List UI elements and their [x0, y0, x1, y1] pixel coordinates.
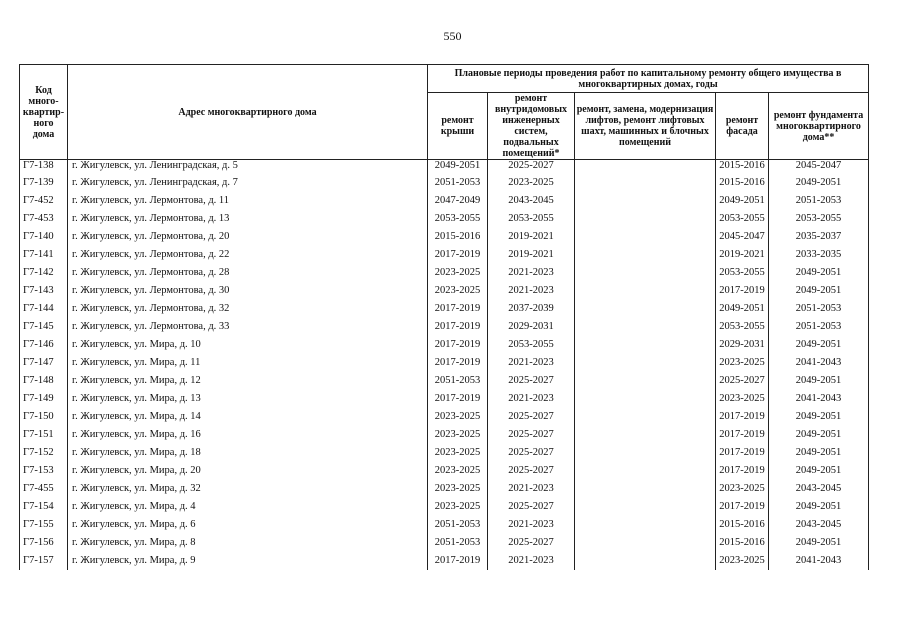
table-row	[20, 160, 869, 175]
engineering-period: 2025-2027	[488, 160, 575, 175]
facade-period: 2017-2019	[716, 408, 769, 426]
house-address: г. Жигулевск, ул. Ленинградская, д. 7	[68, 174, 428, 192]
table-row	[20, 318, 869, 336]
facade-period: 2017-2019	[716, 498, 769, 516]
house-address: г. Жигулевск, ул. Лермонтова, д. 11	[68, 192, 428, 210]
elevators-period	[575, 174, 716, 192]
elevators-period	[575, 390, 716, 408]
engineering-period: 2025-2027	[488, 372, 575, 390]
facade-period: 2023-2025	[716, 480, 769, 498]
facade-period: 2019-2021	[716, 246, 769, 264]
house-code: Г7-453	[20, 210, 68, 228]
foundation-period: 2035-2037	[769, 228, 869, 246]
roof-period: 2017-2019	[428, 246, 488, 264]
foundation-period: 2051-2053	[769, 300, 869, 318]
facade-period: 2023-2025	[716, 390, 769, 408]
engineering-period: 2021-2023	[488, 516, 575, 534]
house-address: г. Жигулевск, ул. Мира, д. 18	[68, 444, 428, 462]
house-code: Г7-147	[20, 354, 68, 372]
house-code: Г7-154	[20, 498, 68, 516]
roof-period: 2051-2053	[428, 372, 488, 390]
facade-period: 2029-2031	[716, 336, 769, 354]
header-elevators: ремонт, замена, модернизация лифтов, ремонт лифтовых шахт, машинных и блочных помещений	[575, 93, 716, 160]
house-address: г. Жигулевск, ул. Мира, д. 12	[68, 372, 428, 390]
roof-period: 2017-2019	[428, 552, 488, 570]
elevators-period	[575, 444, 716, 462]
elevators-period	[575, 318, 716, 336]
roof-period: 2023-2025	[428, 264, 488, 282]
facade-period: 2025-2027	[716, 372, 769, 390]
house-address: г. Жигулевск, ул. Мира, д. 10	[68, 336, 428, 354]
elevators-period	[575, 372, 716, 390]
facade-period: 2015-2016	[716, 516, 769, 534]
foundation-period: 2049-2051	[769, 372, 869, 390]
facade-period: 2017-2019	[716, 462, 769, 480]
table-row	[20, 444, 869, 462]
engineering-period: 2019-2021	[488, 246, 575, 264]
engineering-period: 2037-2039	[488, 300, 575, 318]
facade-period: 2049-2051	[716, 300, 769, 318]
facade-period: 2053-2055	[716, 210, 769, 228]
table-row	[20, 516, 869, 534]
elevators-period	[575, 300, 716, 318]
roof-period: 2017-2019	[428, 300, 488, 318]
engineering-period: 2053-2055	[488, 336, 575, 354]
header-code	[20, 65, 68, 160]
foundation-period: 2049-2051	[769, 282, 869, 300]
table-row	[20, 246, 869, 264]
house-code: Г7-150	[20, 408, 68, 426]
foundation-period: 2049-2051	[769, 462, 869, 480]
table-row	[20, 480, 869, 498]
house-address: г. Жигулевск, ул. Мира, д. 4	[68, 498, 428, 516]
header-code-line: много-	[28, 95, 59, 107]
house-code: Г7-144	[20, 300, 68, 318]
facade-period: 2049-2051	[716, 192, 769, 210]
foundation-period: 2049-2051	[769, 264, 869, 282]
foundation-period: 2049-2051	[769, 408, 869, 426]
engineering-period: 2025-2027	[488, 426, 575, 444]
elevators-period	[575, 228, 716, 246]
engineering-period: 2021-2023	[488, 390, 575, 408]
house-address: г. Жигулевск, ул. Мира, д. 11	[68, 354, 428, 372]
elevators-period	[575, 516, 716, 534]
foundation-period: 2049-2051	[769, 174, 869, 192]
engineering-period: 2025-2027	[488, 462, 575, 480]
roof-period: 2017-2019	[428, 336, 488, 354]
house-code: Г7-156	[20, 534, 68, 552]
header-engineering: ремонт внутридомовых инженерных систем, подвальных помещений*	[488, 93, 575, 160]
house-code: Г7-140	[20, 228, 68, 246]
header-planned-periods: Плановые периоды проведения работ по капитальному ремонту общего имущества в многоквартирных домах, годы	[428, 65, 869, 93]
table-row	[20, 336, 869, 354]
house-code: Г7-151	[20, 426, 68, 444]
table-row	[20, 462, 869, 480]
facade-period: 2053-2055	[716, 318, 769, 336]
roof-period: 2023-2025	[428, 408, 488, 426]
header-address: Адрес многоквартирного дома	[68, 65, 428, 160]
roof-period: 2017-2019	[428, 390, 488, 408]
house-address: г. Жигулевск, ул. Мира, д. 13	[68, 390, 428, 408]
house-address: г. Жигулевск, ул. Мира, д. 9	[68, 552, 428, 570]
engineering-period: 2021-2023	[488, 552, 575, 570]
facade-period: 2053-2055	[716, 264, 769, 282]
facade-period: 2015-2016	[716, 534, 769, 552]
house-code: Г7-139	[20, 174, 68, 192]
engineering-period: 2021-2023	[488, 282, 575, 300]
table-row	[20, 390, 869, 408]
facade-period: 2023-2025	[716, 552, 769, 570]
engineering-period: 2021-2023	[488, 354, 575, 372]
header-code-line: ного	[33, 117, 54, 129]
engineering-period: 2025-2027	[488, 534, 575, 552]
elevators-period	[575, 246, 716, 264]
foundation-period: 2049-2051	[769, 444, 869, 462]
table-row	[20, 534, 869, 552]
elevators-period	[575, 354, 716, 372]
elevators-period	[575, 282, 716, 300]
roof-period: 2017-2019	[428, 318, 488, 336]
foundation-period: 2043-2045	[769, 516, 869, 534]
engineering-period: 2043-2045	[488, 192, 575, 210]
engineering-period: 2019-2021	[488, 228, 575, 246]
foundation-period: 2043-2045	[769, 480, 869, 498]
elevators-period	[575, 210, 716, 228]
foundation-period: 2049-2051	[769, 426, 869, 444]
house-code: Г7-455	[20, 480, 68, 498]
engineering-period: 2025-2027	[488, 498, 575, 516]
house-code: Г7-146	[20, 336, 68, 354]
table-row	[20, 552, 869, 570]
engineering-period: 2025-2027	[488, 444, 575, 462]
house-address: г. Жигулевск, ул. Ленинградская, д. 5	[68, 160, 428, 175]
foundation-period: 2045-2047	[769, 160, 869, 175]
facade-period: 2015-2016	[716, 174, 769, 192]
elevators-period	[575, 408, 716, 426]
house-code: Г7-155	[20, 516, 68, 534]
elevators-period	[575, 160, 716, 175]
header-code-line: Код	[35, 84, 52, 96]
engineering-period: 2023-2025	[488, 174, 575, 192]
table-row	[20, 426, 869, 444]
roof-period: 2015-2016	[428, 228, 488, 246]
roof-period: 2051-2053	[428, 516, 488, 534]
house-code: Г7-141	[20, 246, 68, 264]
table-row	[20, 264, 869, 282]
facade-period: 2023-2025	[716, 354, 769, 372]
house-address: г. Жигулевск, ул. Лермонтова, д. 20	[68, 228, 428, 246]
engineering-period: 2021-2023	[488, 480, 575, 498]
foundation-period: 2033-2035	[769, 246, 869, 264]
roof-period: 2047-2049	[428, 192, 488, 210]
table-row	[20, 498, 869, 516]
header-code-line: квартир-	[22, 106, 65, 118]
foundation-period: 2049-2051	[769, 336, 869, 354]
elevators-period	[575, 462, 716, 480]
table-row	[20, 372, 869, 390]
table-row	[20, 210, 869, 228]
facade-period: 2045-2047	[716, 228, 769, 246]
foundation-period: 2041-2043	[769, 390, 869, 408]
roof-period: 2051-2053	[428, 534, 488, 552]
roof-period: 2051-2053	[428, 174, 488, 192]
elevators-period	[575, 480, 716, 498]
house-address: г. Жигулевск, ул. Лермонтова, д. 32	[68, 300, 428, 318]
house-address: г. Жигулевск, ул. Лермонтова, д. 30	[68, 282, 428, 300]
roof-period: 2023-2025	[428, 282, 488, 300]
house-address: г. Жигулевск, ул. Мира, д. 14	[68, 408, 428, 426]
roof-period: 2023-2025	[428, 462, 488, 480]
house-address: г. Жигулевск, ул. Лермонтова, д. 28	[68, 264, 428, 282]
header-foundation: ремонт фундамента многоквартирного дома**	[769, 93, 869, 160]
table-row	[20, 354, 869, 372]
header-code-line: дома	[32, 128, 55, 140]
roof-period: 2023-2025	[428, 498, 488, 516]
house-address: г. Жигулевск, ул. Лермонтова, д. 13	[68, 210, 428, 228]
facade-period: 2017-2019	[716, 444, 769, 462]
header-roof: ремонт крыши	[428, 93, 488, 160]
house-code: Г7-145	[20, 318, 68, 336]
house-address: г. Жигулевск, ул. Лермонтова, д. 33	[68, 318, 428, 336]
table-row	[20, 282, 869, 300]
house-code: Г7-157	[20, 552, 68, 570]
table-row	[20, 228, 869, 246]
page-number: 550	[443, 29, 462, 43]
house-code: Г7-142	[20, 264, 68, 282]
foundation-period: 2041-2043	[769, 552, 869, 570]
roof-period: 2049-2051	[428, 160, 488, 175]
house-address: г. Жигулевск, ул. Мира, д. 20	[68, 462, 428, 480]
header-facade: ремонт фасада	[716, 93, 769, 160]
elevators-period	[575, 534, 716, 552]
table-row	[20, 408, 869, 426]
house-address: г. Жигулевск, ул. Мира, д. 16	[68, 426, 428, 444]
facade-period: 2017-2019	[716, 282, 769, 300]
foundation-period: 2051-2053	[769, 318, 869, 336]
house-code: Г7-148	[20, 372, 68, 390]
roof-period: 2023-2025	[428, 444, 488, 462]
house-code: Г7-152	[20, 444, 68, 462]
engineering-period: 2053-2055	[488, 210, 575, 228]
table-row	[20, 192, 869, 210]
house-code: Г7-149	[20, 390, 68, 408]
house-code: Г7-138	[20, 160, 68, 175]
facade-period: 2015-2016	[716, 160, 769, 175]
house-address: г. Жигулевск, ул. Мира, д. 6	[68, 516, 428, 534]
foundation-period: 2053-2055	[769, 210, 869, 228]
elevators-period	[575, 552, 716, 570]
roof-period: 2023-2025	[428, 426, 488, 444]
house-address: г. Жигулевск, ул. Лермонтова, д. 22	[68, 246, 428, 264]
roof-period: 2053-2055	[428, 210, 488, 228]
elevators-period	[575, 498, 716, 516]
engineering-period: 2025-2027	[488, 408, 575, 426]
elevators-period	[575, 192, 716, 210]
elevators-period	[575, 426, 716, 444]
table-row	[20, 174, 869, 192]
roof-period: 2023-2025	[428, 480, 488, 498]
foundation-period: 2049-2051	[769, 498, 869, 516]
elevators-period	[575, 264, 716, 282]
foundation-period: 2049-2051	[769, 534, 869, 552]
house-code: Г7-452	[20, 192, 68, 210]
engineering-period: 2029-2031	[488, 318, 575, 336]
house-code: Г7-153	[20, 462, 68, 480]
table-row	[20, 300, 869, 318]
house-code: Г7-143	[20, 282, 68, 300]
facade-period: 2017-2019	[716, 426, 769, 444]
foundation-period: 2051-2053	[769, 192, 869, 210]
roof-period: 2017-2019	[428, 354, 488, 372]
house-address: г. Жигулевск, ул. Мира, д. 8	[68, 534, 428, 552]
foundation-period: 2041-2043	[769, 354, 869, 372]
table-body	[20, 160, 869, 571]
house-address: г. Жигулевск, ул. Мира, д. 32	[68, 480, 428, 498]
engineering-period: 2021-2023	[488, 264, 575, 282]
capital-repair-table	[19, 64, 869, 570]
elevators-period	[575, 336, 716, 354]
